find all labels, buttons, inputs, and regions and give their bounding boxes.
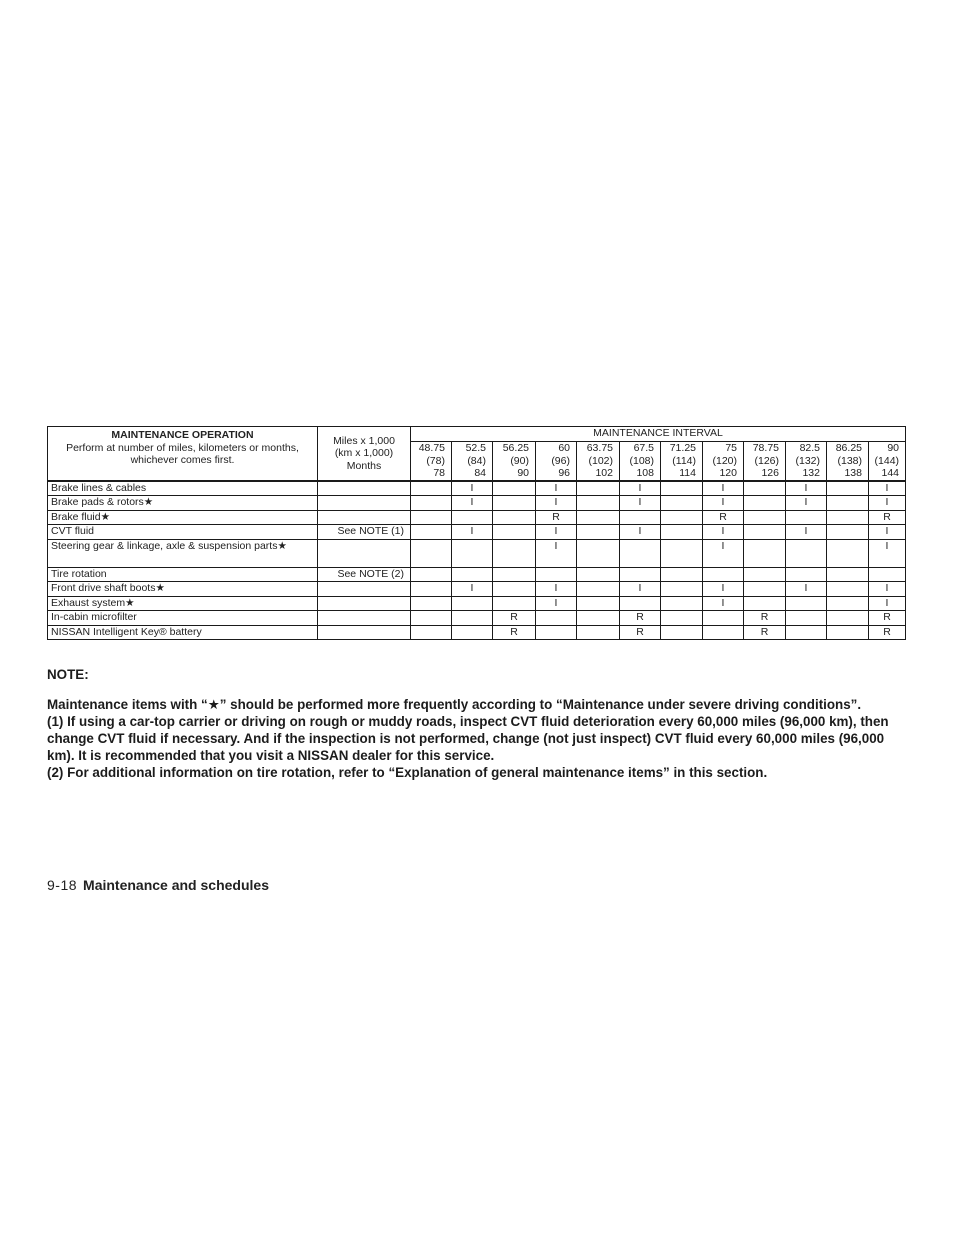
interval-mark bbox=[703, 625, 744, 640]
interval-mark: I bbox=[536, 481, 577, 496]
interval-mark bbox=[536, 567, 577, 582]
interval-mark: R bbox=[703, 510, 744, 525]
interval-mark: R bbox=[536, 510, 577, 525]
interval-mark bbox=[744, 510, 786, 525]
table-row bbox=[48, 596, 906, 611]
interval-km: (138) bbox=[837, 454, 862, 467]
interval-mark bbox=[493, 510, 536, 525]
page-number: 9-18 bbox=[47, 877, 78, 893]
interval-mark bbox=[744, 567, 786, 582]
interval-mark bbox=[744, 596, 786, 611]
interval-mark bbox=[661, 539, 703, 567]
interval-miles: 48.75 bbox=[418, 442, 445, 454]
item-name: Brake pads & rotors★ bbox=[48, 496, 318, 511]
table-row bbox=[48, 481, 906, 496]
table-row bbox=[48, 611, 906, 626]
interval-column-header bbox=[536, 442, 577, 481]
interval-mark bbox=[577, 510, 620, 525]
interval-mark bbox=[620, 539, 661, 567]
interval-km: (84) bbox=[467, 454, 486, 467]
interval-mark: I bbox=[703, 496, 744, 511]
interval-mark: I bbox=[452, 582, 493, 597]
interval-mark bbox=[744, 582, 786, 597]
interval-months: 108 bbox=[636, 467, 654, 479]
interval-mark bbox=[452, 567, 493, 582]
table-row bbox=[48, 525, 906, 540]
interval-mark: I bbox=[703, 525, 744, 540]
interval-column-header bbox=[827, 442, 869, 481]
interval-months: 120 bbox=[719, 467, 737, 479]
interval-mark: I bbox=[869, 539, 906, 567]
interval-mark bbox=[411, 625, 452, 640]
interval-mark: I bbox=[536, 539, 577, 567]
operation-title: MAINTENANCE OPERATION bbox=[111, 429, 254, 441]
interval-miles: 86.25 bbox=[835, 442, 862, 454]
interval-km: (126) bbox=[754, 454, 779, 467]
interval-column-header bbox=[744, 442, 786, 481]
interval-mark: I bbox=[869, 582, 906, 597]
interval-miles: 63.75 bbox=[586, 442, 613, 454]
interval-mark: I bbox=[703, 596, 744, 611]
interval-mark: I bbox=[786, 496, 827, 511]
table-row bbox=[48, 625, 906, 640]
item-name: Front drive shaft boots★ bbox=[48, 582, 318, 597]
interval-mark bbox=[786, 596, 827, 611]
interval-header: MAINTENANCE INTERVAL bbox=[411, 427, 906, 442]
interval-mark: I bbox=[620, 582, 661, 597]
interval-mark: I bbox=[786, 525, 827, 540]
interval-mark bbox=[786, 611, 827, 626]
interval-mark bbox=[620, 510, 661, 525]
months-label: Months bbox=[346, 459, 382, 472]
interval-months: 102 bbox=[595, 467, 613, 479]
interval-mark bbox=[744, 525, 786, 540]
interval-mark: I bbox=[620, 496, 661, 511]
interval-mark: I bbox=[452, 525, 493, 540]
interval-mark: I bbox=[703, 539, 744, 567]
interval-miles: 78.75 bbox=[752, 442, 779, 454]
interval-mark bbox=[411, 496, 452, 511]
interval-column-header bbox=[661, 442, 703, 481]
item-note bbox=[318, 611, 411, 626]
note-heading: NOTE: bbox=[47, 667, 89, 682]
interval-mark: I bbox=[620, 481, 661, 496]
interval-mark bbox=[493, 567, 536, 582]
item-note: See NOTE (2) bbox=[318, 567, 411, 582]
interval-miles: 75 bbox=[725, 442, 737, 454]
item-name: Tire rotation bbox=[48, 567, 318, 582]
interval-mark: R bbox=[869, 611, 906, 626]
table-row bbox=[48, 539, 906, 567]
interval-column-header bbox=[452, 442, 493, 481]
item-note bbox=[318, 496, 411, 511]
item-note bbox=[318, 625, 411, 640]
interval-column-header bbox=[786, 442, 827, 481]
interval-mark bbox=[827, 481, 869, 496]
interval-miles: 56.25 bbox=[502, 442, 529, 454]
interval-mark bbox=[620, 596, 661, 611]
km-label: (km x 1,000) bbox=[334, 447, 394, 459]
section-title: Maintenance and schedules bbox=[83, 877, 269, 893]
interval-mark bbox=[827, 510, 869, 525]
note-line-2: (2) For additional information on tire rotation, refer to “Explanation of general maintenance items” in this section. bbox=[47, 765, 768, 780]
interval-mark bbox=[661, 625, 703, 640]
interval-mark bbox=[452, 510, 493, 525]
interval-mark bbox=[536, 611, 577, 626]
interval-mark bbox=[493, 582, 536, 597]
interval-mark: I bbox=[536, 596, 577, 611]
interval-mark bbox=[827, 625, 869, 640]
interval-mark bbox=[869, 567, 906, 582]
interval-mark: R bbox=[620, 611, 661, 626]
interval-mark bbox=[493, 496, 536, 511]
interval-mark bbox=[577, 525, 620, 540]
table-row bbox=[48, 496, 906, 511]
interval-km: (108) bbox=[629, 454, 654, 467]
interval-km: (114) bbox=[672, 454, 696, 467]
interval-mark bbox=[452, 596, 493, 611]
interval-mark: I bbox=[869, 496, 906, 511]
interval-mark: I bbox=[869, 525, 906, 540]
interval-mark: I bbox=[786, 481, 827, 496]
interval-mark bbox=[661, 510, 703, 525]
miles-header bbox=[318, 427, 411, 481]
interval-mark: I bbox=[869, 481, 906, 496]
interval-mark bbox=[493, 596, 536, 611]
interval-months: 132 bbox=[802, 467, 820, 479]
interval-miles: 60 bbox=[558, 442, 570, 454]
interval-months: 114 bbox=[679, 467, 696, 479]
interval-months: 144 bbox=[881, 467, 900, 479]
interval-mark: I bbox=[536, 582, 577, 597]
interval-mark bbox=[786, 510, 827, 525]
interval-mark bbox=[452, 611, 493, 626]
interval-mark bbox=[661, 525, 703, 540]
table-row bbox=[48, 582, 906, 597]
interval-mark bbox=[577, 611, 620, 626]
interval-mark bbox=[411, 539, 452, 567]
item-name: Brake fluid★ bbox=[48, 510, 318, 525]
interval-miles: 52.5 bbox=[465, 442, 486, 454]
interval-column-header bbox=[493, 442, 536, 481]
operation-header bbox=[48, 427, 318, 481]
interval-mark bbox=[661, 596, 703, 611]
interval-months: 126 bbox=[761, 467, 779, 479]
interval-mark bbox=[827, 539, 869, 567]
interval-miles: 90 bbox=[887, 442, 900, 454]
interval-mark bbox=[827, 496, 869, 511]
interval-mark bbox=[661, 496, 703, 511]
interval-column-header bbox=[703, 442, 744, 481]
interval-mark bbox=[577, 596, 620, 611]
miles-label: Miles x 1,000 bbox=[333, 434, 395, 447]
interval-mark bbox=[786, 625, 827, 640]
interval-months: 84 bbox=[474, 467, 486, 479]
interval-mark bbox=[827, 567, 869, 582]
interval-km: (102) bbox=[588, 454, 613, 467]
interval-mark bbox=[744, 496, 786, 511]
interval-mark: I bbox=[703, 582, 744, 597]
interval-mark bbox=[827, 611, 869, 626]
interval-miles: 71.25 bbox=[669, 442, 696, 454]
interval-mark: I bbox=[869, 596, 906, 611]
interval-months: 138 bbox=[844, 467, 862, 479]
interval-months: 96 bbox=[558, 467, 570, 479]
interval-mark bbox=[577, 567, 620, 582]
interval-miles: 82.5 bbox=[799, 442, 820, 454]
interval-mark bbox=[411, 525, 452, 540]
interval-column-header bbox=[869, 442, 906, 481]
item-note bbox=[318, 510, 411, 525]
notes-section bbox=[47, 666, 909, 781]
interval-mark bbox=[493, 525, 536, 540]
interval-mark: I bbox=[620, 525, 661, 540]
note-line-1: (1) If using a car-top carrier or driving on rough or muddy roads, inspect CVT fluid deterioration every 60,000 miles (96,000 km), then change CVT fluid if necessary. And if the inspection is not performed, change (not just inspect) CVT fluid every 60,000 miles (96,000 km). It is recommended that you visit a NISSAN dealer for this service. bbox=[47, 714, 889, 763]
interval-km: (78) bbox=[426, 454, 445, 467]
item-name: Steering gear & linkage, axle & suspension parts★ bbox=[48, 539, 318, 567]
interval-mark bbox=[411, 481, 452, 496]
interval-mark bbox=[577, 582, 620, 597]
interval-mark bbox=[411, 596, 452, 611]
interval-mark: I bbox=[536, 525, 577, 540]
operation-description: Perform at number of miles, kilometers or months, whichever comes first. bbox=[66, 441, 299, 466]
interval-mark: I bbox=[786, 582, 827, 597]
interval-mark bbox=[827, 582, 869, 597]
interval-months: 90 bbox=[517, 467, 529, 479]
interval-mark bbox=[452, 539, 493, 567]
interval-mark bbox=[703, 611, 744, 626]
interval-mark bbox=[620, 567, 661, 582]
interval-mark bbox=[703, 567, 744, 582]
interval-mark bbox=[493, 481, 536, 496]
interval-mark: I bbox=[452, 496, 493, 511]
item-note bbox=[318, 539, 411, 567]
item-name: CVT fluid bbox=[48, 525, 318, 540]
interval-mark bbox=[827, 596, 869, 611]
interval-mark bbox=[786, 567, 827, 582]
interval-mark bbox=[661, 481, 703, 496]
item-name: Exhaust system★ bbox=[48, 596, 318, 611]
interval-mark bbox=[786, 539, 827, 567]
item-note bbox=[318, 481, 411, 496]
interval-mark bbox=[661, 582, 703, 597]
interval-mark: R bbox=[869, 625, 906, 640]
interval-column-header bbox=[620, 442, 661, 481]
interval-km: (90) bbox=[510, 454, 529, 467]
interval-mark bbox=[577, 625, 620, 640]
interval-mark bbox=[411, 611, 452, 626]
interval-months: 78 bbox=[433, 467, 445, 479]
page-footer bbox=[47, 877, 269, 893]
interval-miles: 67.5 bbox=[633, 442, 654, 454]
interval-mark bbox=[411, 567, 452, 582]
interval-mark: R bbox=[744, 611, 786, 626]
interval-mark: I bbox=[452, 481, 493, 496]
interval-km: (96) bbox=[551, 454, 570, 467]
interval-mark bbox=[577, 496, 620, 511]
interval-mark bbox=[744, 539, 786, 567]
item-note: See NOTE (1) bbox=[318, 525, 411, 540]
interval-mark bbox=[493, 539, 536, 567]
interval-mark bbox=[827, 525, 869, 540]
interval-mark bbox=[744, 481, 786, 496]
table-row bbox=[48, 510, 906, 525]
interval-mark bbox=[411, 510, 452, 525]
interval-mark: I bbox=[703, 481, 744, 496]
interval-mark bbox=[661, 567, 703, 582]
table-row bbox=[48, 567, 906, 582]
interval-column-header bbox=[577, 442, 620, 481]
interval-mark: R bbox=[744, 625, 786, 640]
note-line-star: Maintenance items with “★” should be performed more frequently according to “Maintenance under severe driving conditions”. bbox=[47, 697, 862, 712]
interval-mark bbox=[661, 611, 703, 626]
item-note bbox=[318, 596, 411, 611]
item-note bbox=[318, 582, 411, 597]
maintenance-schedule-table bbox=[47, 426, 906, 640]
interval-mark bbox=[577, 539, 620, 567]
item-name: Brake lines & cables bbox=[48, 481, 318, 496]
interval-mark: R bbox=[493, 625, 536, 640]
interval-mark: R bbox=[493, 611, 536, 626]
interval-column-header bbox=[411, 442, 452, 481]
interval-mark bbox=[577, 481, 620, 496]
interval-km: (132) bbox=[795, 454, 820, 467]
interval-mark bbox=[536, 625, 577, 640]
item-name: In-cabin microfilter bbox=[48, 611, 318, 626]
interval-mark: I bbox=[536, 496, 577, 511]
interval-mark: R bbox=[869, 510, 906, 525]
interval-mark bbox=[452, 625, 493, 640]
interval-km: (144) bbox=[874, 454, 900, 467]
interval-mark: R bbox=[620, 625, 661, 640]
interval-mark bbox=[411, 582, 452, 597]
item-name: NISSAN Intelligent Key® battery bbox=[48, 625, 318, 640]
interval-km: (120) bbox=[712, 454, 737, 467]
